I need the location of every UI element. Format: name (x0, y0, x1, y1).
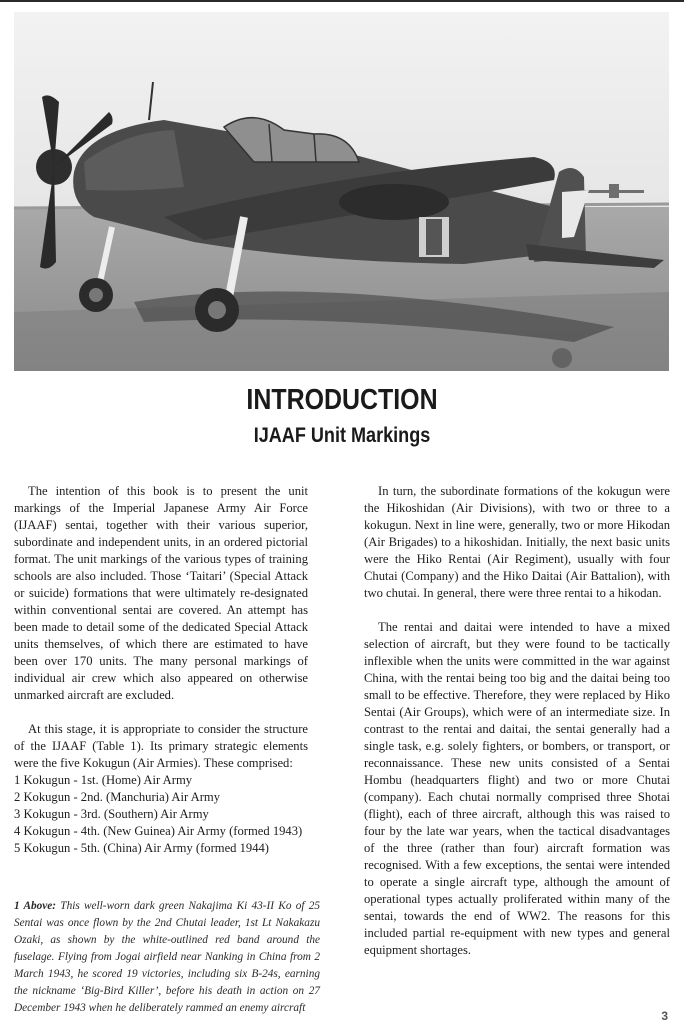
page-number: 3 (661, 1009, 668, 1023)
structure-paragraph: At this stage, it is appropriate to consider the structure of the IJAAF (Table 1). Its primary strategic elements were the five Kokugun (Air Armies). These comprised: (14, 722, 308, 770)
aircraft-photo (14, 12, 669, 371)
list-item: 4 Kokugun - 4th. (New Guinea) Air Army (formed 1943) (14, 824, 303, 838)
list-item: 2 Kokugun - 2nd. (Manchuria) Air Army (14, 790, 221, 804)
kokugun-list (14, 772, 308, 857)
intro-paragraph: The intention of this book is to present the unit markings of the Imperial Japanese Army Air Force (IJAAF) sentai, together with their various superior, subordinate and independent units, in an ordered pictorial format. The unit markings of the various types of training schools are also included. Those ‘Taitari’ (Special Attack or suicide) formations that were ultimately re-designated within conventional sentai are covered. An attempt has been made to detail some of the dedicated Special Attack units themselves, of which there are estimated to have been over 170 units. The many personal markings of individual air crew which also appeared on otherwise unmarked aircraft are excluded. (14, 484, 308, 702)
page-title: INTRODUCTION (246, 384, 438, 416)
page-subtitle: IJAAF Unit Markings (253, 424, 431, 447)
sentai-paragraph: The rentai and daitai were intended to have a mixed selection of aircraft, but they were found to be tactically inflexible when the units were committed in the war against China, with the rentai being too big and the daitai being too small to be effective. Therefore, they were replaced by Hiko Sentai (Air Groups), which were of an intermediate size. In contrast to the rentai and daitai, the sentai generally had a single task, e.g. solely fighters, or bombers, or transport, or reconnaissance. These new units consisted of a Sentai Hombu (headquarters flight) and two or more Chutai (company). Each chutai normally comprised three Shotai (flight), each of three aircraft, although this was raised to four by the late war years, when the tactical disadvantages of the three (rather than four) aircraft formation was recognised. With a few exceptions, the sentai were intended to operate a single aircraft type, although the amount of operational types actually proliferated within many of the sentai, towards the end of WW2. The reasons for this included partial re-equipment with new types and general equipment shortages. (364, 620, 670, 957)
list-item: 5 Kokugun - 5th. (China) Air Army (formed 1944) (14, 841, 269, 855)
caption-text: This well-worn dark green Nakajima Ki 43-II Ko of 25 Sentai was once flown by the 2nd Chutai leader, 1st Lt Nakakazu Ozaki, as shown by the white-outlined red band around the fuselage. Flying from Jogai airfield near Nanking in China from 2 March 1943, he scored 19 victories, including six B-24s, earning the nickname ‘Big-Bird Killer’, before his death in action on 27 December 1943 when he deliberately rammed an enemy aircraft (14, 900, 320, 1014)
list-item: 3 Kokugun - 3rd. (Southern) Air Army (14, 807, 209, 821)
subordinate-paragraph: In turn, the subordinate formations of the kokugun were the Hikoshidan (Air Divisions), with two or three to a kokugun. Next in line were, generally, two or more Hikodan (Air Brigades) to a hikoshidan. Initially, the next basic units were the Hiko Rentai (Air Regiment), usually with four Chutai (Company) and the Hiko Daitai (Air Battalion), with two chutai. In general, there were three rentai to a hikodan. (364, 484, 670, 600)
photo-caption (14, 898, 320, 1017)
top-rule (0, 0, 684, 2)
left-column (14, 483, 308, 857)
right-column (364, 483, 670, 976)
list-item: 1 Kokugun - 1st. (Home) Air Army (14, 773, 193, 787)
caption-lead: 1 Above: (14, 900, 57, 912)
